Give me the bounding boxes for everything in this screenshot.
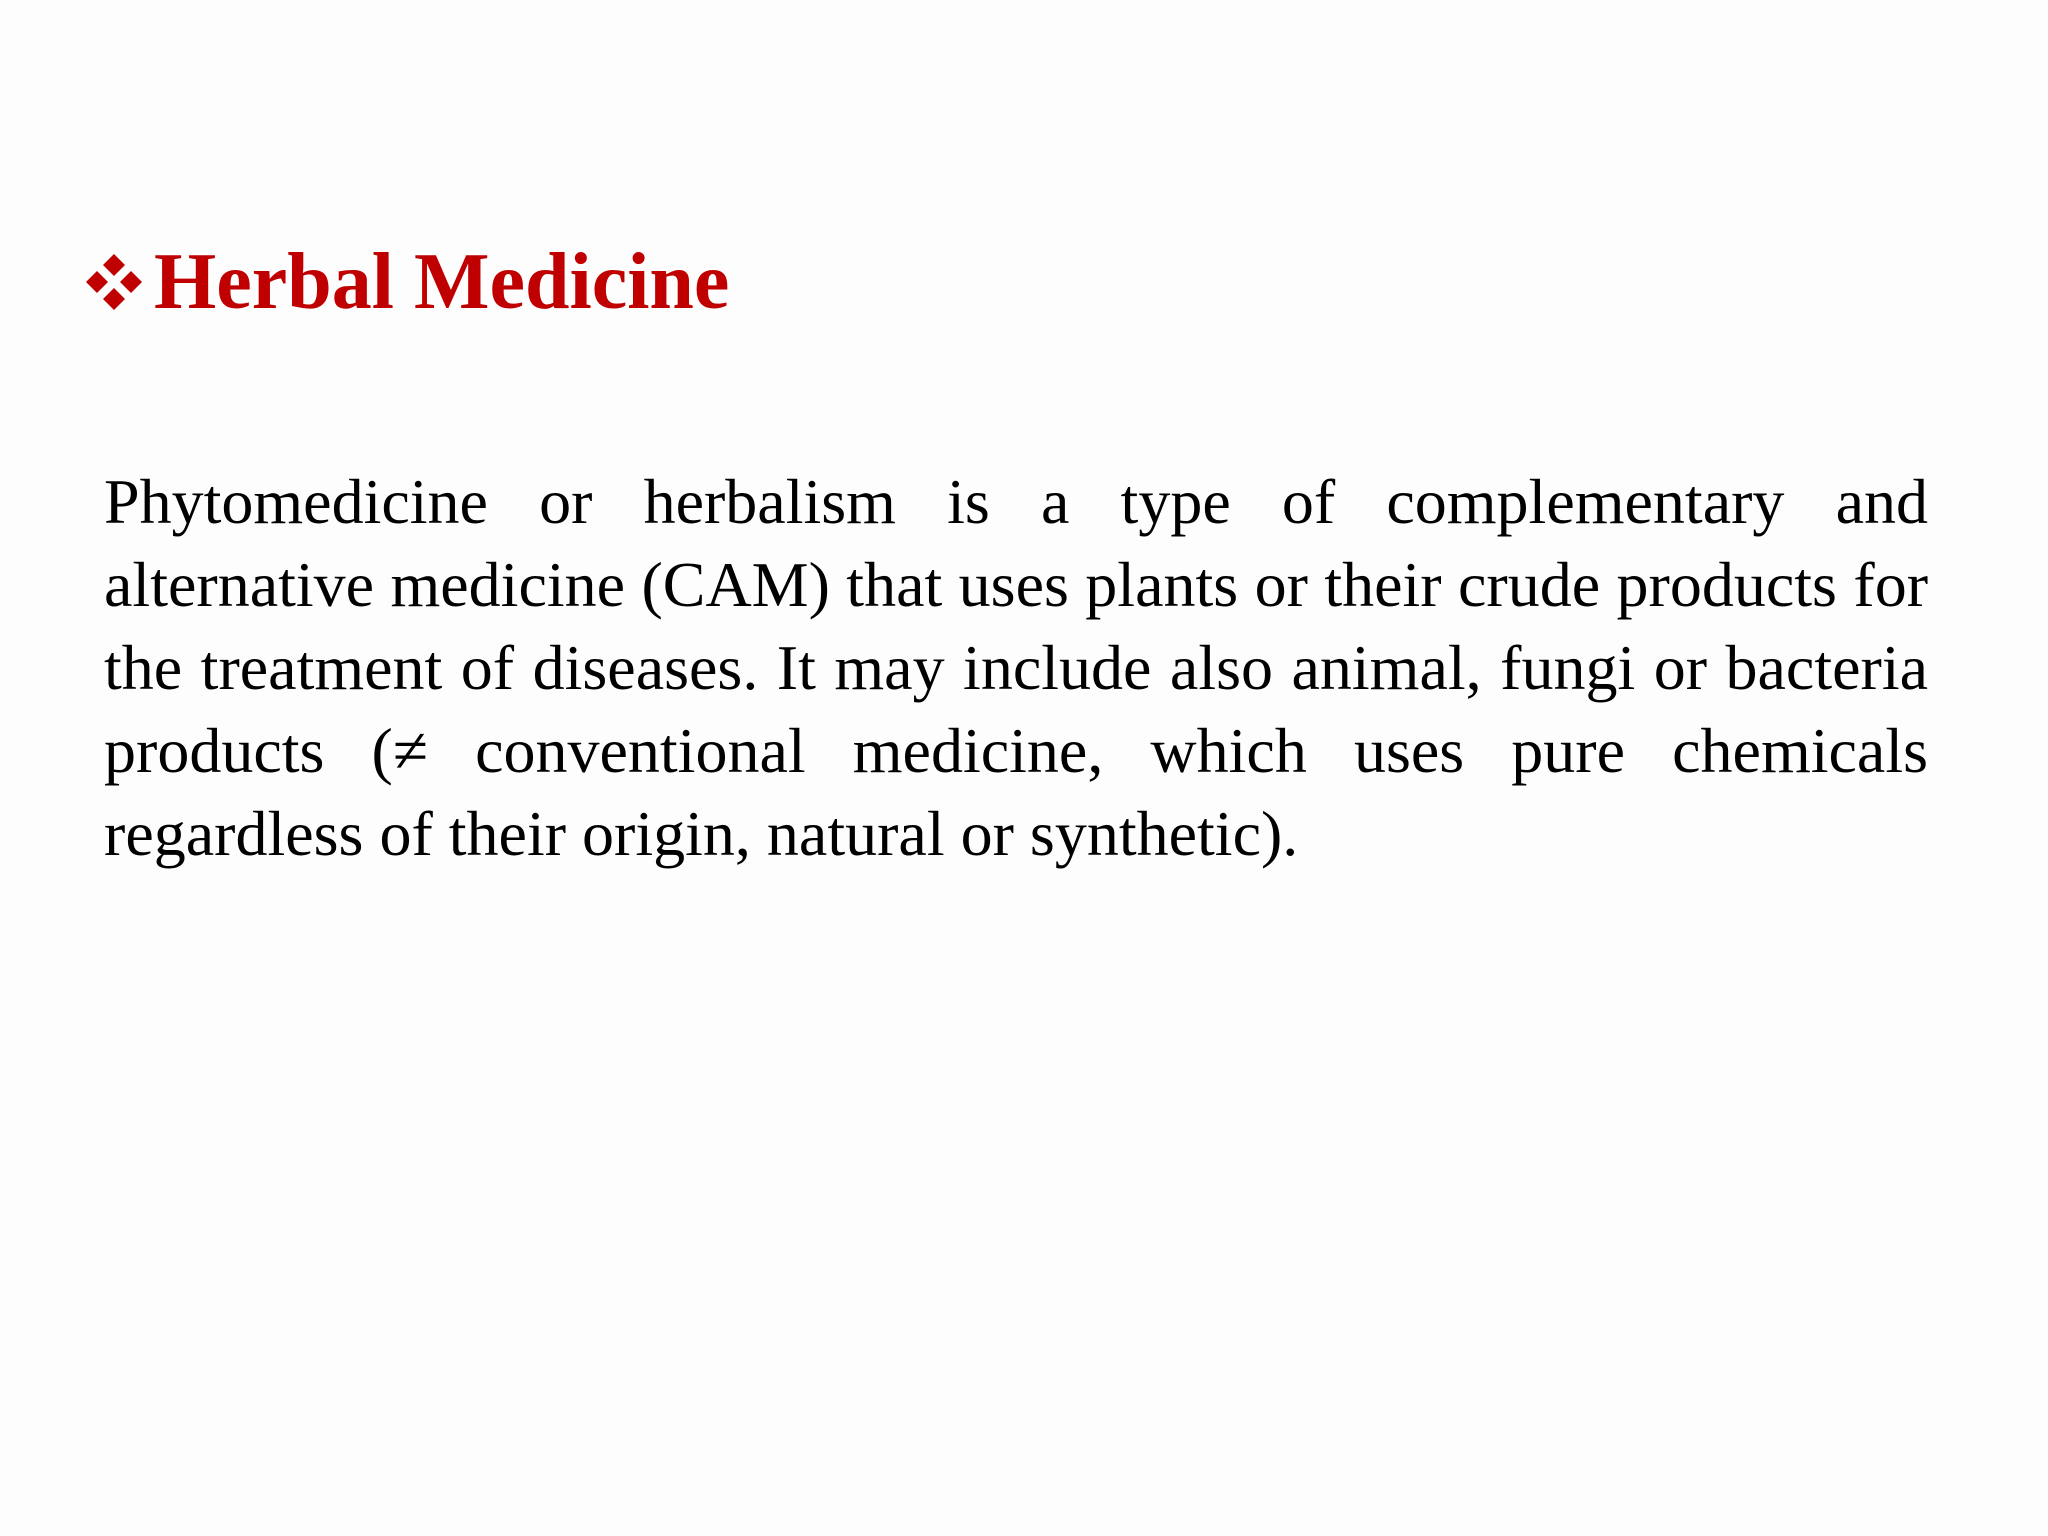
slide-heading [84, 236, 729, 328]
body-paragraph: Phytomedicine or herbalism is a type of complementary and alternative medicine (CAM) that uses plants or their crude products for the treatment of diseases. It may include also animal, fungi or bacteria products (≠ conventional medicine, which uses pure chemicals regardless of their origin, natural or synthetic). [104, 466, 1928, 869]
diamond-bullet-icon [84, 252, 144, 312]
slide-title: Herbal Medicine [154, 238, 730, 326]
